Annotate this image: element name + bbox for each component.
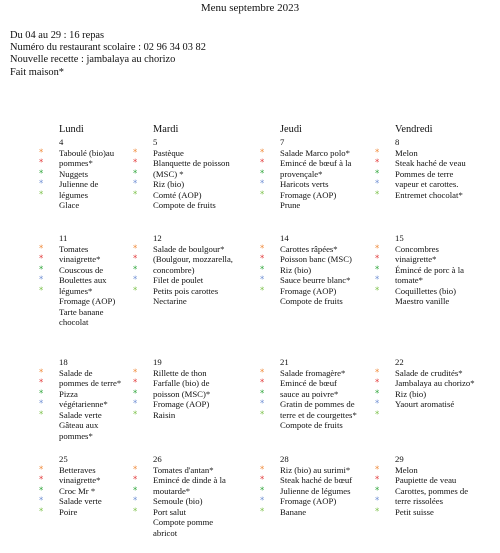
menu-item-line: tomate* [395,275,423,285]
menu-item-line: Fromage (AOP) [280,496,337,506]
menu-item-line: moutarde* [153,485,191,496]
menu-item-line: sauce au poivre* [280,388,339,399]
bullet-asterisk-icon: * [375,378,380,388]
day-header-vendredi: Vendredi [395,124,433,135]
menu-item [59,307,151,328]
menu-item-line: légumes [59,189,88,200]
bullet-asterisk-icon: * [39,388,44,399]
menu-item-line: terre rissolées [395,496,444,506]
menu-item [59,296,151,307]
menu-item-line: Paupiette de veau [395,475,457,485]
menu-item [59,420,151,441]
menu-item-line: Pommes de terre [395,168,454,179]
menu-item-line: Port salut [153,506,187,517]
bullet-asterisk-icon: * [133,506,138,517]
menu-item-line: Salade de crudités* [395,367,463,378]
menu-item-line: Compote de fruits [153,200,216,210]
menu-item [153,179,276,190]
menu-item-line: Emincé de bœuf [280,378,337,388]
bullet-asterisk-icon: * [133,147,138,158]
menu-item [153,475,276,496]
menu-item [395,265,495,286]
menu-item-line: Concombres [395,243,439,254]
bullet-asterisk-icon: * [260,179,265,189]
menu-item-line: Couscous de [59,264,104,275]
menu-item-line: pommes* [59,430,93,441]
menu-item-line: Gâteau aux [59,420,99,430]
menu-item-line: Banane [280,506,307,517]
menu-item-line: Salade verte [59,496,102,506]
bullet-asterisk-icon: * [375,485,380,496]
bullet-asterisk-icon: * [39,254,44,264]
bullet-asterisk-icon: * [133,179,138,189]
menu-item-line: Carottes râpées* [280,243,338,254]
bullet-asterisk-icon: * [260,189,265,200]
bullet-asterisk-icon: * [39,264,44,275]
menu-item-line: Taboulé (bio)au [59,147,115,158]
menu-item-line: Salade de boulgour* [153,243,225,254]
menu-item [395,507,495,518]
menu-item [395,148,495,159]
menu-item-line: Jambalaya au chorizo* [395,378,475,388]
menu-item-line: pommes* [59,158,93,168]
bullet-asterisk-icon: * [133,464,138,475]
menu-item-line: Tomates [59,243,89,254]
menu-item-line: Blanquette de poisson [153,158,230,168]
info-meals: Du 04 au 29 : 16 repas [10,30,105,41]
bullet-asterisk-icon: * [39,158,44,168]
menu-item-line: vinaigrette* [59,254,101,264]
menu-item-line: Farfalle (bio) de [153,378,210,388]
menu-item-line: Salade verte [59,409,102,420]
menu-item-line: Compote de fruits [280,420,343,430]
menu-item-line: Fromage (AOP) [153,399,210,409]
day-cell-mardi-5 [153,137,276,211]
bullet-asterisk-icon: * [260,388,265,399]
menu-item-line: Carottes, pommes de [395,485,469,496]
menu-item-line: Salade Marco polo* [280,147,350,158]
bullet-asterisk-icon: * [260,158,265,168]
menu-item-line: végétarienne* [59,399,108,409]
menu-item-line: Emincé de dinde à la [153,475,226,485]
bullet-asterisk-icon: * [375,388,380,399]
menu-item-line: Compote pomme [153,517,214,527]
day-number: 26 [153,454,162,464]
menu-item-line: Petits pois carottes [153,285,219,296]
menu-item [395,378,495,389]
bullet-asterisk-icon: * [375,243,380,254]
menu-item-line: Rillette de thon [153,367,207,378]
bullet-asterisk-icon: * [39,168,44,179]
menu-item-line: Emincé de bœuf à la [280,158,352,168]
bullet-asterisk-icon: * [375,285,380,296]
bullet-asterisk-icon: * [260,496,265,506]
menu-item-line: Sauce beurre blanc* [280,275,351,285]
day-cell-vendredi-22 [395,357,495,410]
menu-item-line: Tarte banane [59,306,104,317]
menu-item [153,244,276,276]
menu-item-line: Melon [395,147,418,158]
menu-item-line: Fromage (AOP) [280,285,337,296]
bullet-asterisk-icon: * [133,158,138,168]
menu-item [395,389,495,400]
bullet-asterisk-icon: * [39,367,44,378]
menu-item-line: Boulettes aux [59,275,107,285]
bullet-asterisk-icon: * [260,378,265,388]
menu-item-line: Coquillettes (bio) [395,285,457,296]
menu-item-line: Entremet chocolat* [395,189,463,200]
day-number: 18 [59,357,68,367]
menu-item [395,475,495,486]
info-new-recipe: Nouvelle recette : jambalaya au chorizo [10,54,176,66]
bullet-asterisk-icon: * [375,464,380,475]
menu-item-line: Poire [59,506,78,517]
bullet-asterisk-icon: * [260,243,265,254]
menu-item-line: Riz (bio) [153,179,185,189]
menu-item [153,200,276,211]
day-number: 5 [153,137,158,147]
bullet-asterisk-icon: * [260,475,265,485]
day-header-lundi: Lundi [59,124,84,135]
menu-item [395,486,495,507]
bullet-asterisk-icon: * [133,264,138,275]
bullet-asterisk-icon: * [260,168,265,179]
bullet-asterisk-icon: * [260,264,265,275]
menu-item-line: Haricots verts [280,179,329,189]
bullet-asterisk-icon: * [39,496,44,506]
bullet-asterisk-icon: * [375,168,380,179]
bullet-asterisk-icon: * [260,399,265,409]
bullet-asterisk-icon: * [375,409,380,420]
menu-item [395,169,495,190]
menu-item-line: Salade fromagère* [280,367,346,378]
bullet-asterisk-icon: * [260,275,265,285]
menu-item [280,296,392,307]
info-homemade: Fait maison* [10,66,64,78]
menu-item-line: Julienne de [59,179,99,189]
menu-item [153,148,276,159]
bullet-asterisk-icon: * [133,475,138,485]
bullet-asterisk-icon: * [375,179,380,189]
day-number: 29 [395,454,404,464]
bullet-asterisk-icon: * [375,264,380,275]
day-cell-vendredi-8 [395,137,495,200]
bullet-asterisk-icon: * [375,158,380,168]
menu-title: Menu septembre 2023 [200,2,300,14]
menu-item-line: Steak haché de veau [395,158,466,168]
bullet-asterisk-icon: * [133,409,138,420]
bullet-asterisk-icon: * [39,275,44,285]
menu-item-line: concombre) [153,264,195,275]
day-number: 14 [280,233,289,243]
menu-item [395,296,495,307]
menu-item-line: Prune [280,200,301,210]
bullet-asterisk-icon: * [133,243,138,254]
bullet-asterisk-icon: * [260,285,265,296]
bullet-asterisk-icon: * [375,475,380,485]
bullet-asterisk-icon: * [375,275,380,285]
bullet-asterisk-icon: * [260,409,265,420]
bullet-asterisk-icon: * [133,485,138,496]
bullet-asterisk-icon: * [133,367,138,378]
day-cell-mardi-12 [153,233,276,307]
bullet-asterisk-icon: * [133,168,138,179]
menu-item-line: Tomates d'antan* [153,464,214,475]
menu-item-line: (Boulgour, mozzarella, [153,254,233,264]
menu-item [153,275,276,286]
bullet-asterisk-icon: * [133,275,138,285]
day-number: 28 [280,454,289,464]
menu-item-line: Riz (bio) [395,388,427,399]
menu-item-line: Comté (AOP) [153,189,202,200]
menu-item-line: Nuggets [59,168,88,179]
menu-item [59,200,151,211]
day-number: 7 [280,137,285,147]
menu-item-line: Poisson banc (MSC) [280,254,352,264]
menu-item [395,244,495,265]
menu-item-line: poisson (MSC)* [153,388,211,399]
menu-item-line: Julienne de légumes [280,485,351,496]
day-number: 11 [59,233,68,243]
menu-item [395,158,495,169]
bullet-asterisk-icon: * [260,147,265,158]
bullet-asterisk-icon: * [375,506,380,517]
day-number: 22 [395,357,404,367]
bullet-asterisk-icon: * [375,254,380,264]
day-number: 21 [280,357,289,367]
menu-item-line: Riz (bio) au surimi* [280,464,351,475]
bullet-asterisk-icon: * [133,388,138,399]
menu-item-line: provençale* [280,168,323,179]
menu-item [153,368,276,379]
menu-item [153,517,276,538]
day-number: 25 [59,454,68,464]
menu-item [280,420,392,431]
menu-item [153,296,276,307]
bullet-asterisk-icon: * [39,285,44,296]
menu-item [153,410,276,421]
menu-item-line: Filet de poulet [153,275,204,285]
menu-item-line: Glace [59,200,80,210]
bullet-asterisk-icon: * [133,285,138,296]
menu-item [153,399,276,410]
menu-item [395,190,495,201]
menu-item-line: chocolat [59,317,89,327]
menu-item-line: Raisin [153,409,176,420]
bullet-asterisk-icon: * [375,399,380,409]
menu-item [395,399,495,410]
menu-item-line: Steak haché de bœuf [280,475,353,485]
menu-item [395,465,495,476]
bullet-asterisk-icon: * [260,485,265,496]
info-phone: Numéro du restaurant scolaire : 02 96 34 03 82 [10,42,206,54]
menu-item-line: légumes* [59,285,93,296]
menu-item [153,190,276,201]
bullet-asterisk-icon: * [39,179,44,189]
day-cell-vendredi-15 [395,233,495,307]
menu-item [280,200,392,211]
bullet-asterisk-icon: * [375,367,380,378]
bullet-asterisk-icon: * [375,189,380,200]
menu-item [395,286,495,297]
bullet-asterisk-icon: * [39,409,44,420]
menu-item-line: Émincé de porc à la [395,264,464,275]
bullet-asterisk-icon: * [260,254,265,264]
bullet-asterisk-icon: * [133,378,138,388]
menu-item-line: Melon [395,464,418,475]
bullet-asterisk-icon: * [39,475,44,485]
menu-item [153,465,276,476]
menu-item-line: (MSC) * [153,168,184,179]
menu-item-line: Pizza [59,388,78,399]
menu-item-line: Riz (bio) [280,264,312,275]
bullet-asterisk-icon: * [260,506,265,517]
menu-item [153,158,276,179]
bullet-asterisk-icon: * [39,485,44,496]
bullet-asterisk-icon: * [39,147,44,158]
menu-item-line: Salade de [59,367,93,378]
bullet-asterisk-icon: * [39,378,44,388]
menu-item-line: Compote de fruits [280,296,343,306]
bullet-asterisk-icon: * [133,496,138,506]
menu-item-line: Pastèque [153,147,184,158]
day-header-jeudi: Jeudi [280,124,302,135]
day-cell-vendredi-29 [395,454,495,517]
menu-item-line: Gratin de pommes de [280,399,355,409]
bullet-asterisk-icon: * [375,496,380,506]
bullet-asterisk-icon: * [39,464,44,475]
day-cell-mardi-26 [153,454,276,538]
day-number: 15 [395,233,404,243]
menu-item-line: pommes de terre* [59,378,122,388]
menu-item-line: Yaourt aromatisé [395,399,455,409]
day-cell-mardi-19 [153,357,276,420]
bullet-asterisk-icon: * [133,399,138,409]
bullet-asterisk-icon: * [260,464,265,475]
menu-item-line: Fromage (AOP) [280,189,337,200]
menu-item-line: vinaigrette* [59,475,101,485]
bullet-asterisk-icon: * [133,189,138,200]
menu-item-line: Semoule (bio) [153,496,203,506]
menu-item-line: Petit suisse [395,506,434,517]
menu-item-line: Croc Mr * [59,485,96,496]
menu-item [395,368,495,379]
menu-item [153,378,276,399]
menu-item-line: vapeur et carottes. [395,179,459,189]
menu-item-line: abricot [153,527,178,538]
day-number: 12 [153,233,162,243]
day-number: 4 [59,137,64,147]
info-block [10,30,206,79]
bullet-asterisk-icon: * [39,399,44,409]
menu-item-line: vinaigrette* [395,254,437,264]
day-number: 8 [395,137,400,147]
day-number: 19 [153,357,162,367]
bullet-asterisk-icon: * [39,243,44,254]
menu-item-line: Nectarine [153,296,187,306]
menu-item-line: terre et de courgettes* [280,409,357,420]
menu-item-line: Betteraves [59,464,96,475]
bullet-asterisk-icon: * [133,254,138,264]
menu-item [153,286,276,297]
bullet-asterisk-icon: * [39,506,44,517]
bullet-asterisk-icon: * [375,147,380,158]
menu-item-line: Fromage (AOP) [59,296,116,306]
bullet-asterisk-icon: * [39,189,44,200]
menu-item-line: Maestro vanille [395,296,450,306]
menu-item [153,507,276,518]
bullet-asterisk-icon: * [260,367,265,378]
menu-item [153,496,276,507]
day-header-mardi: Mardi [153,124,179,135]
